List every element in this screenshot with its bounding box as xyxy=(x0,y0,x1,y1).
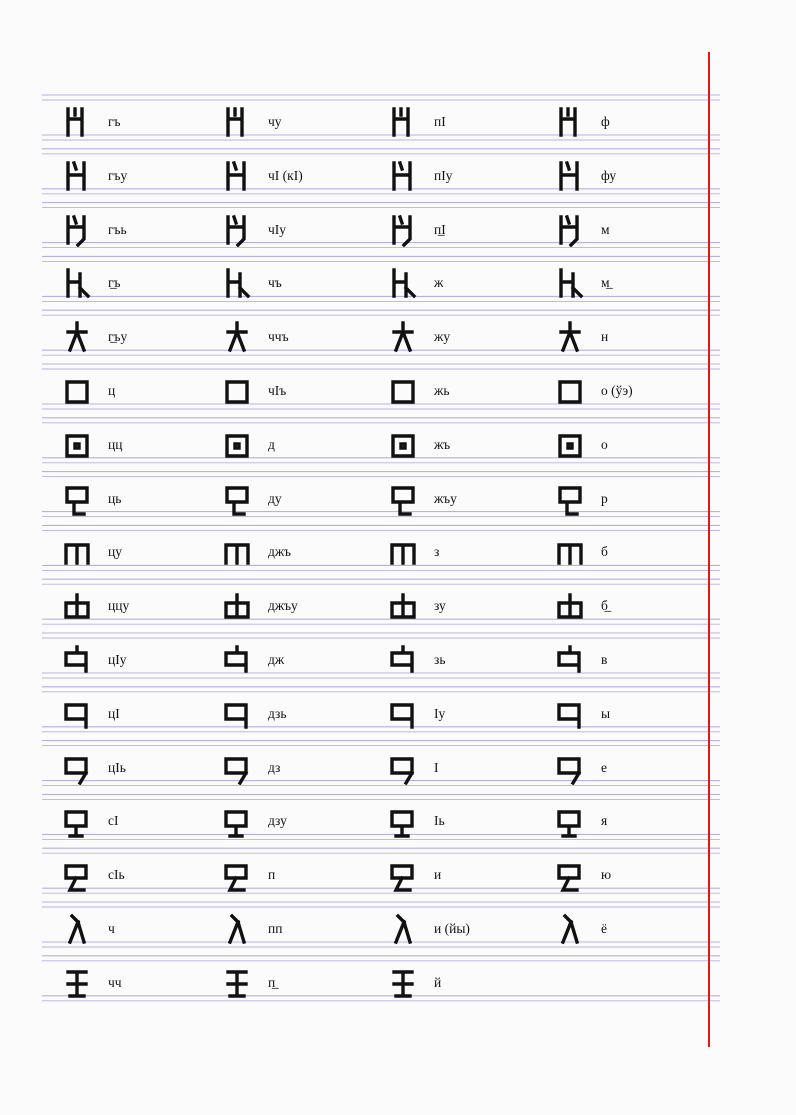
letter-entry xyxy=(555,695,715,735)
letter-entry xyxy=(555,910,715,950)
adyghe-glyph-15-icon xyxy=(62,858,92,892)
letter-entry xyxy=(62,372,222,412)
adyghe-glyph-34-icon xyxy=(222,966,252,1000)
cyrillic-label: п xyxy=(268,867,276,883)
letter-entry xyxy=(388,641,548,681)
adyghe-glyph-4-icon xyxy=(62,266,92,300)
adyghe-glyph-12-icon xyxy=(62,697,92,731)
adyghe-glyph-30-icon xyxy=(222,751,252,785)
letter-entry xyxy=(62,211,222,251)
cyrillic-label: о xyxy=(601,436,608,452)
letter-entry xyxy=(555,103,715,143)
cyrillic-label: зу xyxy=(434,598,446,614)
adyghe-glyph-38-icon xyxy=(388,266,418,300)
letter-entry xyxy=(222,533,382,573)
cyrillic-label: з xyxy=(434,544,440,560)
cyrillic-label: й xyxy=(434,974,442,990)
cyrillic-label: зь xyxy=(434,652,446,667)
letter-entry xyxy=(555,802,715,842)
cyrillic-label: джъ xyxy=(268,544,291,560)
adyghe-glyph-45-icon xyxy=(388,643,418,677)
adyghe-glyph-47-icon xyxy=(388,751,418,785)
letter-entry xyxy=(222,964,382,1004)
letter-entry xyxy=(388,264,548,304)
cyrillic-label: р xyxy=(601,490,608,506)
letter-entry xyxy=(62,318,222,358)
letter-entry xyxy=(555,480,715,520)
cyrillic-label: Iу xyxy=(434,705,446,721)
letter-entry xyxy=(222,157,382,197)
letter-entry xyxy=(222,856,382,896)
letter-entry xyxy=(222,211,382,251)
letter-entry xyxy=(222,641,382,681)
adyghe-glyph-50-icon xyxy=(388,912,418,946)
adyghe-glyph-46-icon xyxy=(388,697,418,731)
letter-entry xyxy=(62,641,222,681)
letter-entry xyxy=(62,964,222,1004)
adyghe-glyph-65-icon xyxy=(555,804,585,838)
cyrillic-label: и (йы) xyxy=(434,921,470,936)
adyghe-glyph-55-icon xyxy=(555,266,585,300)
cyrillic-label: I xyxy=(434,759,439,775)
letter-entry xyxy=(388,695,548,735)
cyrillic-label: ч xyxy=(108,921,115,936)
letter-entry xyxy=(388,802,548,842)
cyrillic-label: цI xyxy=(108,705,120,721)
cyrillic-label: чI (кI) xyxy=(268,167,303,183)
cyrillic-label: чIу xyxy=(268,221,287,237)
letter-entry xyxy=(62,802,222,842)
adyghe-glyph-36-icon xyxy=(388,159,418,193)
cyrillic-label: я xyxy=(601,813,608,829)
adyghe-glyph-63-icon xyxy=(555,697,585,731)
letter-entry xyxy=(388,587,548,627)
letter-entry xyxy=(388,103,548,143)
letter-entry xyxy=(222,318,382,358)
adyghe-glyph-49-icon xyxy=(388,858,418,892)
letter-entry xyxy=(388,533,548,573)
letter-entry xyxy=(222,910,382,950)
adyghe-glyph-33-icon xyxy=(222,912,252,946)
adyghe-glyph-35-icon xyxy=(388,105,418,139)
adyghe-glyph-39-icon xyxy=(388,320,418,354)
adyghe-glyph-43-icon xyxy=(388,535,418,569)
cyrillic-label: е xyxy=(601,759,607,775)
letter-entry xyxy=(388,157,548,197)
letter-entry xyxy=(555,587,715,627)
adyghe-glyph-25-icon xyxy=(222,482,252,516)
cyrillic-label: пI xyxy=(434,114,446,129)
adyghe-glyph-51-icon xyxy=(388,966,418,1000)
letter-entry xyxy=(388,964,548,1004)
cyrillic-label: дзу xyxy=(268,813,287,829)
letter-entry xyxy=(62,910,222,950)
adyghe-glyph-26-icon xyxy=(222,535,252,569)
adyghe-glyph-58-icon xyxy=(555,428,585,462)
cyrillic-label: ццу xyxy=(108,598,130,614)
adyghe-glyph-9-icon xyxy=(62,535,92,569)
cyrillic-label: пп xyxy=(268,921,283,936)
cyrillic-label: цц xyxy=(108,436,123,452)
adyghe-glyph-18-icon xyxy=(222,105,252,139)
letter-entry xyxy=(555,533,715,573)
cyrillic-label: дзь xyxy=(268,705,287,721)
adyghe-glyph-66-icon xyxy=(555,858,585,892)
cyrillic-label: п̲I xyxy=(434,221,446,237)
adyghe-glyph-14-icon xyxy=(62,804,92,838)
adyghe-glyph-31-icon xyxy=(222,804,252,838)
adyghe-glyph-8-icon xyxy=(62,482,92,516)
cyrillic-label: ё xyxy=(601,921,607,936)
letter-entry xyxy=(555,318,715,358)
adyghe-glyph-5-icon xyxy=(62,320,92,354)
letter-entry xyxy=(222,103,382,143)
letter-entry xyxy=(555,372,715,412)
adyghe-glyph-11-icon xyxy=(62,643,92,677)
letter-entry xyxy=(62,749,222,789)
letter-entry xyxy=(555,211,715,251)
cyrillic-label: Iь xyxy=(434,813,445,829)
adyghe-glyph-52-icon xyxy=(555,105,585,139)
adyghe-glyph-42-icon xyxy=(388,482,418,516)
cyrillic-label: чIъ xyxy=(268,383,287,398)
letter-entry xyxy=(222,587,382,627)
cyrillic-label: ц xyxy=(108,383,116,398)
cyrillic-label: сI xyxy=(108,813,119,829)
cyrillic-label: и xyxy=(434,867,442,883)
adyghe-glyph-40-icon xyxy=(388,374,418,408)
letter-entry xyxy=(222,372,382,412)
letter-entry xyxy=(388,426,548,466)
cyrillic-label: цу xyxy=(108,544,122,560)
cyrillic-label: м̲ xyxy=(601,275,610,291)
adyghe-glyph-53-icon xyxy=(555,159,585,193)
cyrillic-label: о (ўэ) xyxy=(601,383,633,398)
adyghe-glyph-57-icon xyxy=(555,374,585,408)
letter-entry xyxy=(388,749,548,789)
letter-entry xyxy=(222,480,382,520)
cyrillic-label: жь xyxy=(434,383,450,398)
adyghe-glyph-20-icon xyxy=(222,213,252,247)
cyrillic-label: цIь xyxy=(108,759,126,775)
adyghe-glyph-60-icon xyxy=(555,535,585,569)
cyrillic-label: в xyxy=(601,652,608,667)
adyghe-glyph-41-icon xyxy=(388,428,418,462)
letter-entry xyxy=(388,318,548,358)
cyrillic-label: джъу xyxy=(268,598,298,614)
cyrillic-label: н xyxy=(601,329,609,345)
letter-entry xyxy=(222,426,382,466)
adyghe-glyph-24-icon xyxy=(222,428,252,462)
adyghe-glyph-21-icon xyxy=(222,266,252,300)
letter-entry xyxy=(62,856,222,896)
letter-entry xyxy=(62,264,222,304)
adyghe-glyph-22-icon xyxy=(222,320,252,354)
cyrillic-label: б xyxy=(601,544,608,560)
adyghe-glyph-29-icon xyxy=(222,697,252,731)
adyghe-glyph-54-icon xyxy=(555,213,585,247)
letter-entry xyxy=(62,426,222,466)
letter-entry xyxy=(62,587,222,627)
adyghe-glyph-64-icon xyxy=(555,751,585,785)
cyrillic-label: пIу xyxy=(434,167,453,183)
adyghe-glyph-3-icon xyxy=(62,213,92,247)
cyrillic-label: ю xyxy=(601,867,612,883)
adyghe-glyph-48-icon xyxy=(388,804,418,838)
letter-entry xyxy=(62,480,222,520)
cyrillic-label: чч xyxy=(108,974,122,990)
cyrillic-label: жъ xyxy=(434,436,451,452)
square-glyph-icon xyxy=(62,374,92,408)
adyghe-glyph-56-icon xyxy=(555,320,585,354)
cyrillic-label: дж xyxy=(268,652,285,667)
letter-entry xyxy=(222,695,382,735)
cyrillic-label: ы xyxy=(601,705,611,721)
cyrillic-label: п̲ xyxy=(268,974,276,990)
letter-entry xyxy=(62,157,222,197)
letter-entry xyxy=(388,910,548,950)
adyghe-glyph-67-icon xyxy=(555,912,585,946)
dotted-square-glyph-icon xyxy=(62,428,92,462)
adyghe-glyph-13-icon xyxy=(62,751,92,785)
cyrillic-label: м xyxy=(601,221,610,237)
cyrillic-label: ччъ xyxy=(268,329,289,345)
adyghe-glyph-1-icon xyxy=(62,105,92,139)
adyghe-glyph-37-icon xyxy=(388,213,418,247)
cyrillic-label: г̲ъ xyxy=(108,275,121,291)
letter-entry xyxy=(555,856,715,896)
adyghe-glyph-62-icon xyxy=(555,643,585,677)
cyrillic-label: чъ xyxy=(268,275,282,291)
cyrillic-label: жу xyxy=(434,329,451,345)
cyrillic-label: б̲ xyxy=(601,598,608,614)
letter-entry xyxy=(222,802,382,842)
cyrillic-label: ж xyxy=(434,275,444,291)
letter-entry xyxy=(62,103,222,143)
adyghe-glyph-61-icon xyxy=(555,589,585,623)
adyghe-glyph-16-icon xyxy=(62,912,92,946)
cyrillic-label: д xyxy=(268,436,275,452)
cyrillic-label: гъь xyxy=(108,221,127,237)
letter-entry xyxy=(62,533,222,573)
adyghe-glyph-2-icon xyxy=(62,159,92,193)
adyghe-glyph-28-icon xyxy=(222,643,252,677)
letter-entry xyxy=(62,695,222,735)
cyrillic-label: г̲ъу xyxy=(108,329,128,345)
letter-entry xyxy=(555,157,715,197)
adyghe-glyph-32-icon xyxy=(222,858,252,892)
letter-entry xyxy=(222,264,382,304)
letter-entry xyxy=(555,749,715,789)
cyrillic-label: ф xyxy=(601,114,610,129)
adyghe-glyph-59-icon xyxy=(555,482,585,516)
letter-entry xyxy=(555,264,715,304)
letter-entry xyxy=(222,749,382,789)
adyghe-glyph-44-icon xyxy=(388,589,418,623)
letter-entry xyxy=(388,211,548,251)
cyrillic-label: чу xyxy=(268,114,282,129)
cyrillic-label: фу xyxy=(601,167,617,183)
letter-entry xyxy=(388,480,548,520)
cyrillic-label: цIу xyxy=(108,652,127,667)
adyghe-glyph-23-icon xyxy=(222,374,252,408)
cyrillic-label: гъу xyxy=(108,167,128,183)
cyrillic-label: дз xyxy=(268,759,281,775)
cyrillic-label: сIь xyxy=(108,867,125,883)
cyrillic-label: жъу xyxy=(434,490,457,506)
adyghe-glyph-10-icon xyxy=(62,589,92,623)
adyghe-glyph-27-icon xyxy=(222,589,252,623)
adyghe-glyph-17-icon xyxy=(62,966,92,1000)
cyrillic-label: гъ xyxy=(108,114,121,129)
letter-entry xyxy=(555,641,715,681)
cyrillic-label: ду xyxy=(268,490,282,506)
letter-entry xyxy=(388,372,548,412)
adyghe-glyph-19-icon xyxy=(222,159,252,193)
letter-entry xyxy=(555,426,715,466)
cyrillic-label: ць xyxy=(108,490,122,506)
letter-entry xyxy=(388,856,548,896)
